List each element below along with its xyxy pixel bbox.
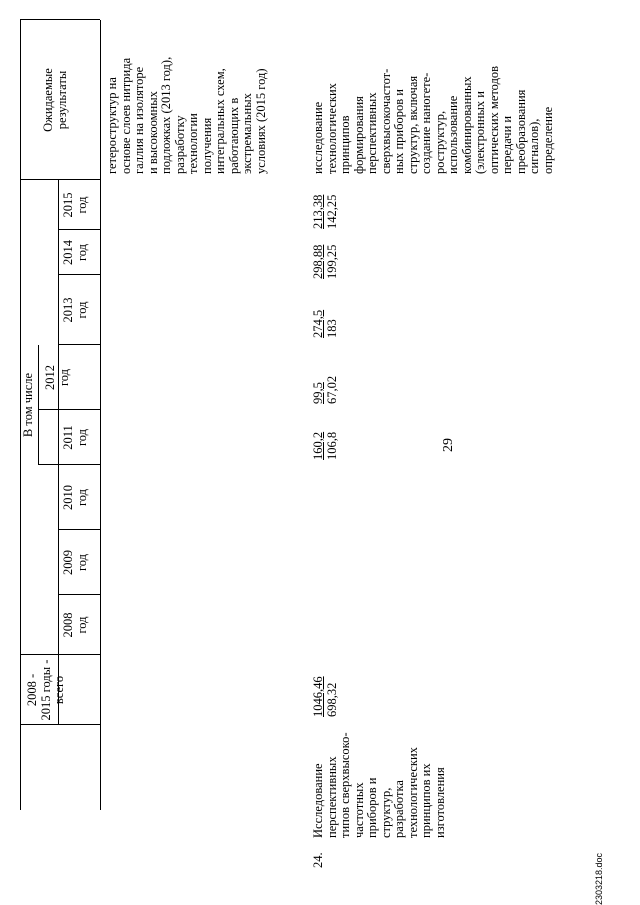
year-label: 2009 (61, 550, 75, 575)
header-in-that-number: В том числе (21, 372, 35, 438)
text-line: технологических (324, 83, 339, 174)
text-line: исследование (311, 101, 325, 174)
year-unit: год (74, 488, 89, 507)
value-line: 1046,46 (311, 676, 325, 717)
col-divider (20, 19, 100, 20)
year-label: 2013 (61, 297, 75, 323)
text-line: галлия на изоляторе (132, 66, 146, 174)
text-line: формирования (351, 96, 366, 174)
year-unit: год (74, 301, 89, 319)
text-line: приборов и (365, 777, 379, 838)
text-line: и высокоомных (145, 91, 160, 174)
in-that-number-divider (38, 345, 39, 465)
value-line: 67,02 (324, 375, 339, 404)
text-line: типов сверхвысоко- (338, 732, 352, 838)
year-unit: год (74, 196, 89, 214)
text-line: частотных (351, 782, 366, 838)
text-line: гетероструктур на (105, 77, 119, 174)
header-year-2013 (62, 275, 89, 345)
text-line: структур, включая (405, 75, 420, 174)
text-line: работающих в (226, 97, 241, 174)
value-line: 274,5 (311, 309, 325, 338)
year-label: 2010 (61, 485, 75, 510)
text-line: перспективных (365, 92, 379, 174)
text-line: Исследование (311, 763, 325, 838)
header-results-line: Ожидаемые (41, 68, 55, 132)
text-line: технологии (186, 113, 200, 174)
value-line: 183 (324, 319, 339, 338)
value-2015 (312, 179, 339, 229)
year-label: 2014 (61, 240, 75, 265)
text-line: передачи и (500, 115, 514, 174)
year-unit: год (74, 243, 89, 262)
text-line: преобразования (513, 89, 528, 174)
header-total-line: всего (52, 675, 66, 705)
text-line: создание наногете- (419, 72, 433, 174)
year-unit: год (74, 553, 89, 572)
text-line: определение (540, 106, 555, 174)
document-footer: 2303218.doc (594, 852, 604, 905)
text-line: принципов их (419, 763, 433, 838)
value-line: 160,2 (311, 431, 325, 460)
text-line: роструктур, (432, 110, 447, 174)
text-line: основе слоев нитрида (118, 57, 133, 174)
header-year-2010 (62, 465, 89, 530)
header-expected-results (42, 22, 69, 178)
col-divider (20, 724, 100, 725)
text-line: подложках (2013 год), (159, 56, 173, 174)
header-year-2008 (62, 595, 89, 655)
header-year-2015 (62, 180, 89, 230)
text-line: перспективных (324, 756, 339, 838)
year-label: 2011 (61, 425, 75, 450)
year-unit: год (74, 616, 89, 634)
text-line: технологических (405, 747, 420, 838)
text-line: интегральных схем, (213, 68, 227, 174)
years-divider (58, 180, 59, 725)
row-name (312, 728, 447, 838)
continuation-text (106, 20, 268, 174)
header-total-line: 2015 годы - (38, 659, 53, 721)
header-results-line: результаты (54, 70, 69, 130)
year-unit: год (56, 368, 71, 387)
text-line: условиях (2015 год) (253, 68, 268, 174)
value-line: 298,88 (311, 244, 325, 279)
text-line: комбинированных (459, 76, 474, 174)
header-year-2012 (44, 345, 71, 410)
text-line: разработку (172, 115, 187, 174)
value-line: 99,5 (311, 382, 325, 404)
value-2011 (312, 412, 339, 460)
text-line: ных приборов и (392, 89, 406, 174)
value-line: 698,32 (324, 682, 339, 717)
value-line: 106,8 (324, 431, 339, 460)
header-year-2011 (62, 410, 89, 465)
text-line: сигналов), (527, 118, 541, 174)
value-2014 (312, 229, 339, 279)
text-line: получения (199, 117, 214, 174)
row-number: 24. (311, 852, 325, 868)
text-line: изготовления (432, 767, 447, 838)
text-line: (электронных и (473, 91, 487, 174)
header-bottom-border (100, 20, 101, 810)
value-line: 199,25 (324, 244, 339, 279)
value-total (312, 657, 339, 717)
header-total (26, 658, 67, 722)
value-2012 (312, 349, 339, 404)
text-line: разработка (392, 780, 406, 838)
year-unit: год (74, 428, 89, 447)
header-total-line: 2008 - (25, 673, 39, 707)
header-year-2014 (62, 230, 89, 275)
budget-table (20, 20, 580, 870)
header-year-2009 (62, 530, 89, 595)
text-line: оптических методов (486, 65, 501, 174)
value-line: 142,25 (324, 194, 339, 229)
text-line: сверхвысокочастот- (378, 68, 393, 174)
value-2013 (312, 283, 339, 338)
text-line: использование (446, 95, 460, 174)
text-line: структур, (378, 787, 393, 838)
year-label: 2008 (61, 612, 75, 638)
year-label: 2012 (43, 365, 57, 390)
text-line: экстремальных (240, 93, 254, 174)
value-line: 213,38 (311, 194, 325, 229)
row-expected-results (312, 20, 555, 174)
year-label: 2015 (61, 192, 75, 218)
text-line: принципов (338, 115, 352, 174)
